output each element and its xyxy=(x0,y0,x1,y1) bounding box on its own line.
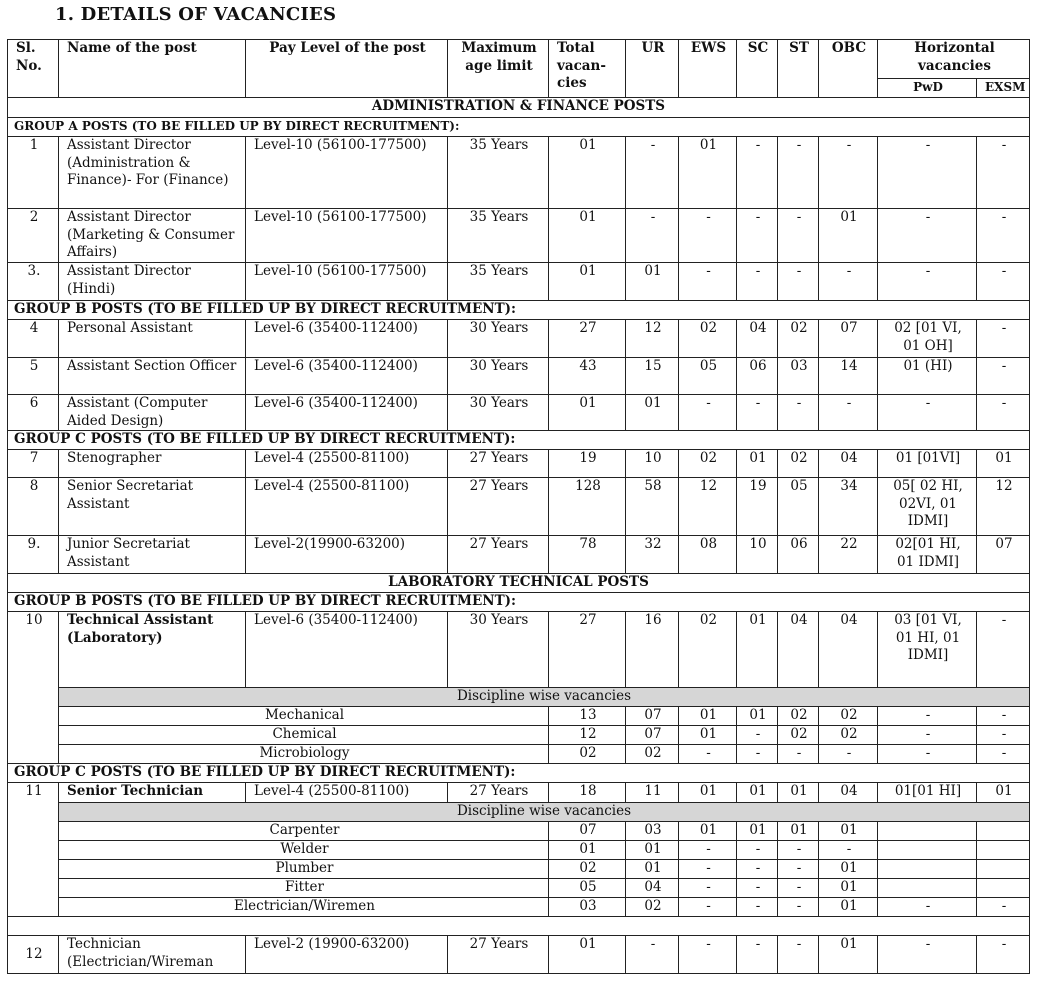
discipline-row xyxy=(8,898,1030,917)
exsm-value: - xyxy=(977,726,1030,745)
ews-value: 02 xyxy=(679,612,737,688)
pwd-value: - xyxy=(878,898,977,917)
section-header-row xyxy=(8,574,1030,593)
table-row xyxy=(8,536,1030,574)
obc-value: 34 xyxy=(819,478,878,536)
exsm-value: 07 xyxy=(977,536,1030,574)
total-value: 128 xyxy=(549,478,626,536)
age-limit: 27 Years xyxy=(448,478,549,536)
sc-value: - xyxy=(737,936,778,974)
sl-no: 1 xyxy=(8,137,59,209)
discipline-header-row xyxy=(8,688,1030,707)
sl-no: 5 xyxy=(8,358,59,395)
ur-value: 15 xyxy=(626,358,679,395)
table-row xyxy=(8,209,1030,263)
group-header: GROUP C POSTS (TO BE FILLED UP BY DIRECT RECRUITMENT): xyxy=(8,431,1030,450)
st-value: 02 xyxy=(778,320,819,358)
ews-value: - xyxy=(679,879,737,898)
sc-value: - xyxy=(737,726,778,745)
discipline-row xyxy=(8,879,1030,898)
ur-value: 10 xyxy=(626,450,679,478)
pwd-value xyxy=(878,860,977,879)
ur-value: 12 xyxy=(626,320,679,358)
pay-level: Level-4 (25500-81100) xyxy=(246,450,448,478)
ews-value: 01 xyxy=(679,783,737,803)
ur-value: 01 xyxy=(626,841,679,860)
page-title: 1. DETAILS OF VACANCIES xyxy=(55,4,337,25)
sc-value: - xyxy=(737,879,778,898)
discipline-row xyxy=(8,822,1030,841)
st-value: 01 xyxy=(778,822,819,841)
post-name: Assistant Director (Administration & Finance)- For (Finance) xyxy=(59,137,246,209)
post-name: Senior Technician xyxy=(59,783,246,803)
ur-value: 01 xyxy=(626,860,679,879)
pwd-value: 05[ 02 HI, 02VI, 01 IDMI] xyxy=(878,478,977,536)
exsm-value: - xyxy=(977,320,1030,358)
ur-value: - xyxy=(626,137,679,209)
sl-no: 2 xyxy=(8,209,59,263)
pwd-value: - xyxy=(878,395,977,431)
obc-value: 01 xyxy=(819,936,878,974)
st-value: 02 xyxy=(778,450,819,478)
sc-value: 06 xyxy=(737,358,778,395)
ews-value: 01 xyxy=(679,137,737,209)
post-name: Junior Secretariat Assistant xyxy=(59,536,246,574)
age-limit: 27 Years xyxy=(448,450,549,478)
ews-value: - xyxy=(679,395,737,431)
ur-value: 07 xyxy=(626,726,679,745)
ews-value: 05 xyxy=(679,358,737,395)
ur-value: 02 xyxy=(626,898,679,917)
total-value: 07 xyxy=(549,822,626,841)
table-row xyxy=(8,263,1030,301)
pay-level: Level-6 (35400-112400) xyxy=(246,612,448,688)
obc-value: 04 xyxy=(819,783,878,803)
table-row xyxy=(8,450,1030,478)
col-header-name: Name of the post xyxy=(59,40,246,98)
header-row xyxy=(8,40,1030,79)
ews-value: 01 xyxy=(679,726,737,745)
discipline-name: Welder xyxy=(59,841,549,860)
age-limit: 27 Years xyxy=(448,536,549,574)
st-value: - xyxy=(778,860,819,879)
obc-value: 07 xyxy=(819,320,878,358)
ews-value: - xyxy=(679,936,737,974)
pwd-value: 03 [01 VI, 01 HI, 01 IDMI] xyxy=(878,612,977,688)
col-header-sl: Sl. No. xyxy=(8,40,59,98)
pwd-value: - xyxy=(878,263,977,301)
exsm-value: 01 xyxy=(977,783,1030,803)
post-name: Personal Assistant xyxy=(59,320,246,358)
age-limit: 27 Years xyxy=(448,783,549,803)
sc-value: 01 xyxy=(737,707,778,726)
group-header-row xyxy=(8,764,1030,783)
st-value: 04 xyxy=(778,612,819,688)
discipline-header-row xyxy=(8,803,1030,822)
sl-no: 10 xyxy=(8,612,59,764)
ur-value: 58 xyxy=(626,478,679,536)
pwd-value: - xyxy=(878,936,977,974)
pwd-value: 02 [01 VI, 01 OH] xyxy=(878,320,977,358)
discipline-name: Microbiology xyxy=(59,745,549,764)
obc-value: - xyxy=(819,137,878,209)
ur-value: 03 xyxy=(626,822,679,841)
ur-value: 01 xyxy=(626,263,679,301)
total-value: 19 xyxy=(549,450,626,478)
col-header-ews: EWS xyxy=(679,40,737,98)
pwd-value: 02[01 HI, 01 IDMI] xyxy=(878,536,977,574)
table-row xyxy=(8,478,1030,536)
sc-value: - xyxy=(737,395,778,431)
obc-value: - xyxy=(819,263,878,301)
sc-value: 04 xyxy=(737,320,778,358)
ews-value: 12 xyxy=(679,478,737,536)
obc-value: 04 xyxy=(819,612,878,688)
pay-level: Level-10 (56100-177500) xyxy=(246,209,448,263)
obc-value: 01 xyxy=(819,898,878,917)
discipline-name: Electrician/Wiremen xyxy=(59,898,549,917)
exsm-value: - xyxy=(977,395,1030,431)
post-name: Technician (Electrician/Wireman xyxy=(59,936,246,974)
obc-value: 01 xyxy=(819,860,878,879)
discipline-name: Chemical xyxy=(59,726,549,745)
st-value: - xyxy=(778,879,819,898)
pwd-value: 01 (HI) xyxy=(878,358,977,395)
col-header-pwd: PwD xyxy=(878,79,977,98)
age-limit: 30 Years xyxy=(448,612,549,688)
ews-value: - xyxy=(679,898,737,917)
ews-value: - xyxy=(679,860,737,879)
total-value: 13 xyxy=(549,707,626,726)
pwd-value: - xyxy=(878,745,977,764)
pwd-value xyxy=(878,879,977,898)
total-value: 01 xyxy=(549,936,626,974)
age-limit: 30 Years xyxy=(448,358,549,395)
post-name: Senior Secretariat Assistant xyxy=(59,478,246,536)
st-value: - xyxy=(778,936,819,974)
vacancies-table xyxy=(7,39,1030,974)
st-value: 02 xyxy=(778,707,819,726)
ur-value: 01 xyxy=(626,395,679,431)
discipline-row xyxy=(8,860,1030,879)
sl-no: 8 xyxy=(8,478,59,536)
pwd-value: - xyxy=(878,707,977,726)
discipline-name: Mechanical xyxy=(59,707,549,726)
st-value: - xyxy=(778,841,819,860)
sc-value: - xyxy=(737,841,778,860)
group-header-row xyxy=(8,301,1030,320)
exsm-value xyxy=(977,841,1030,860)
table-row xyxy=(8,395,1030,431)
ews-value: - xyxy=(679,841,737,860)
sc-value: - xyxy=(737,263,778,301)
total-value: 02 xyxy=(549,745,626,764)
total-value: 01 xyxy=(549,395,626,431)
col-header-total: Total vacan- cies xyxy=(549,40,626,98)
sc-value: 10 xyxy=(737,536,778,574)
table-row xyxy=(8,612,1030,688)
st-value: - xyxy=(778,745,819,764)
col-header-age: Maximum age limit xyxy=(448,40,549,98)
st-value: - xyxy=(778,898,819,917)
obc-value: 04 xyxy=(819,450,878,478)
obc-value: 02 xyxy=(819,707,878,726)
ur-value: - xyxy=(626,936,679,974)
pwd-value xyxy=(878,822,977,841)
age-limit: 35 Years xyxy=(448,137,549,209)
table-row xyxy=(8,783,1030,803)
st-value: - xyxy=(778,209,819,263)
obc-value: 22 xyxy=(819,536,878,574)
col-header-exsm: EXSM xyxy=(977,79,1030,98)
st-value: 05 xyxy=(778,478,819,536)
exsm-value: - xyxy=(977,707,1030,726)
discipline-row xyxy=(8,841,1030,860)
total-value: 78 xyxy=(549,536,626,574)
exsm-value: - xyxy=(977,898,1030,917)
exsm-value: - xyxy=(977,137,1030,209)
pay-level: Level-4 (25500-81100) xyxy=(246,783,448,803)
ews-value: - xyxy=(679,209,737,263)
exsm-value: 12 xyxy=(977,478,1030,536)
obc-value: - xyxy=(819,395,878,431)
post-name: Assistant (Computer Aided Design) xyxy=(59,395,246,431)
st-value: 06 xyxy=(778,536,819,574)
st-value: - xyxy=(778,263,819,301)
post-name: Assistant Director (Marketing & Consumer Affairs) xyxy=(59,209,246,263)
group-header-row xyxy=(8,431,1030,450)
ews-value: 01 xyxy=(679,822,737,841)
st-value: - xyxy=(778,137,819,209)
st-value: 03 xyxy=(778,358,819,395)
section-header-row xyxy=(8,98,1030,118)
obc-value: 14 xyxy=(819,358,878,395)
pay-level: Level-10 (56100-177500) xyxy=(246,137,448,209)
group-header: GROUP A POSTS (TO BE FILLED UP BY DIRECT RECRUITMENT): xyxy=(8,118,1030,137)
obc-value: - xyxy=(819,841,878,860)
pay-level: Level-2(19900-63200) xyxy=(246,536,448,574)
table-row xyxy=(8,936,1030,974)
total-value: 02 xyxy=(549,860,626,879)
sl-no: 11 xyxy=(8,783,59,917)
total-value: 12 xyxy=(549,726,626,745)
group-header-row xyxy=(8,118,1030,137)
age-limit: 35 Years xyxy=(448,209,549,263)
pay-level: Level-6 (35400-112400) xyxy=(246,395,448,431)
exsm-value: - xyxy=(977,745,1030,764)
total-value: 05 xyxy=(549,879,626,898)
st-value: 01 xyxy=(778,783,819,803)
col-header-pay: Pay Level of the post xyxy=(246,40,448,98)
total-value: 01 xyxy=(549,263,626,301)
total-value: 01 xyxy=(549,137,626,209)
age-limit: 30 Years xyxy=(448,320,549,358)
obc-value: 02 xyxy=(819,726,878,745)
total-value: 01 xyxy=(549,209,626,263)
total-value: 01 xyxy=(549,841,626,860)
sl-no: 6 xyxy=(8,395,59,431)
pay-level: Level-10 (56100-177500) xyxy=(246,263,448,301)
spacer-row xyxy=(8,917,1030,936)
st-value: - xyxy=(778,395,819,431)
obc-value: 01 xyxy=(819,209,878,263)
col-header-obc: OBC xyxy=(819,40,878,98)
age-limit: 30 Years xyxy=(448,395,549,431)
ews-value: 08 xyxy=(679,536,737,574)
exsm-value: - xyxy=(977,612,1030,688)
pay-level: Level-2 (19900-63200) xyxy=(246,936,448,974)
sl-no: 3. xyxy=(8,263,59,301)
ews-value: - xyxy=(679,745,737,764)
post-name: Technical Assistant (Laboratory) xyxy=(59,612,246,688)
total-value: 03 xyxy=(549,898,626,917)
exsm-value: - xyxy=(977,263,1030,301)
sc-value: - xyxy=(737,745,778,764)
sc-value: 19 xyxy=(737,478,778,536)
exsm-value xyxy=(977,822,1030,841)
ur-value: 32 xyxy=(626,536,679,574)
sl-no: 4 xyxy=(8,320,59,358)
age-limit: 35 Years xyxy=(448,263,549,301)
table-row xyxy=(8,137,1030,209)
ur-value: 04 xyxy=(626,879,679,898)
group-header: GROUP C POSTS (TO BE FILLED UP BY DIRECT RECRUITMENT): xyxy=(8,764,1030,783)
ews-value: 01 xyxy=(679,707,737,726)
pwd-value xyxy=(878,841,977,860)
exsm-value: 01 xyxy=(977,450,1030,478)
obc-value: 01 xyxy=(819,822,878,841)
discipline-row xyxy=(8,726,1030,745)
ur-value: 11 xyxy=(626,783,679,803)
col-header-st: ST xyxy=(778,40,819,98)
st-value: 02 xyxy=(778,726,819,745)
total-value: 43 xyxy=(549,358,626,395)
post-name: Stenographer xyxy=(59,450,246,478)
post-name: Assistant Section Officer xyxy=(59,358,246,395)
discipline-name: Fitter xyxy=(59,879,549,898)
col-header-horizontal: Horizontal vacancies xyxy=(878,40,1030,79)
col-header-ur: UR xyxy=(626,40,679,98)
total-value: 27 xyxy=(549,320,626,358)
sc-value: 01 xyxy=(737,450,778,478)
exsm-value xyxy=(977,879,1030,898)
exsm-value: - xyxy=(977,209,1030,263)
sc-value: - xyxy=(737,137,778,209)
obc-value: 01 xyxy=(819,879,878,898)
ews-value: - xyxy=(679,263,737,301)
discipline-row xyxy=(8,745,1030,764)
table-row xyxy=(8,358,1030,395)
group-header: GROUP B POSTS (TO BE FILLED UP BY DIRECT RECRUITMENT): xyxy=(8,593,1030,612)
sc-value: - xyxy=(737,860,778,879)
sc-value: 01 xyxy=(737,612,778,688)
table-row xyxy=(8,320,1030,358)
exsm-value xyxy=(977,860,1030,879)
discipline-name: Plumber xyxy=(59,860,549,879)
sc-value: - xyxy=(737,898,778,917)
col-header-sc: SC xyxy=(737,40,778,98)
sl-no: 9. xyxy=(8,536,59,574)
ews-value: 02 xyxy=(679,320,737,358)
ur-value: - xyxy=(626,209,679,263)
age-limit: 27 Years xyxy=(448,936,549,974)
spacer-cell xyxy=(8,917,1030,936)
ur-value: 07 xyxy=(626,707,679,726)
pay-level: Level-6 (35400-112400) xyxy=(246,358,448,395)
group-header: GROUP B POSTS (TO BE FILLED UP BY DIRECT RECRUITMENT): xyxy=(8,301,1030,320)
obc-value: - xyxy=(819,745,878,764)
exsm-value: - xyxy=(977,936,1030,974)
discipline-name: Carpenter xyxy=(59,822,549,841)
group-header-row xyxy=(8,593,1030,612)
pwd-value: 01[01 HI] xyxy=(878,783,977,803)
pwd-value: - xyxy=(878,726,977,745)
pwd-value: 01 [01VI] xyxy=(878,450,977,478)
section-header: LABORATORY TECHNICAL POSTS xyxy=(8,574,1030,593)
ur-value: 02 xyxy=(626,745,679,764)
sc-value: 01 xyxy=(737,822,778,841)
pwd-value: - xyxy=(878,209,977,263)
post-name: Assistant Director (Hindi) xyxy=(59,263,246,301)
exsm-value: - xyxy=(977,358,1030,395)
sc-value: - xyxy=(737,209,778,263)
sl-no: 12 xyxy=(8,936,59,974)
pay-level: Level-6 (35400-112400) xyxy=(246,320,448,358)
discipline-header: Discipline wise vacancies xyxy=(59,688,1030,707)
ur-value: 16 xyxy=(626,612,679,688)
total-value: 27 xyxy=(549,612,626,688)
sc-value: 01 xyxy=(737,783,778,803)
section-header: ADMINISTRATION & FINANCE POSTS xyxy=(8,98,1030,118)
pay-level: Level-4 (25500-81100) xyxy=(246,478,448,536)
discipline-header: Discipline wise vacancies xyxy=(59,803,1030,822)
discipline-row xyxy=(8,707,1030,726)
ews-value: 02 xyxy=(679,450,737,478)
total-value: 18 xyxy=(549,783,626,803)
pwd-value: - xyxy=(878,137,977,209)
sl-no: 7 xyxy=(8,450,59,478)
